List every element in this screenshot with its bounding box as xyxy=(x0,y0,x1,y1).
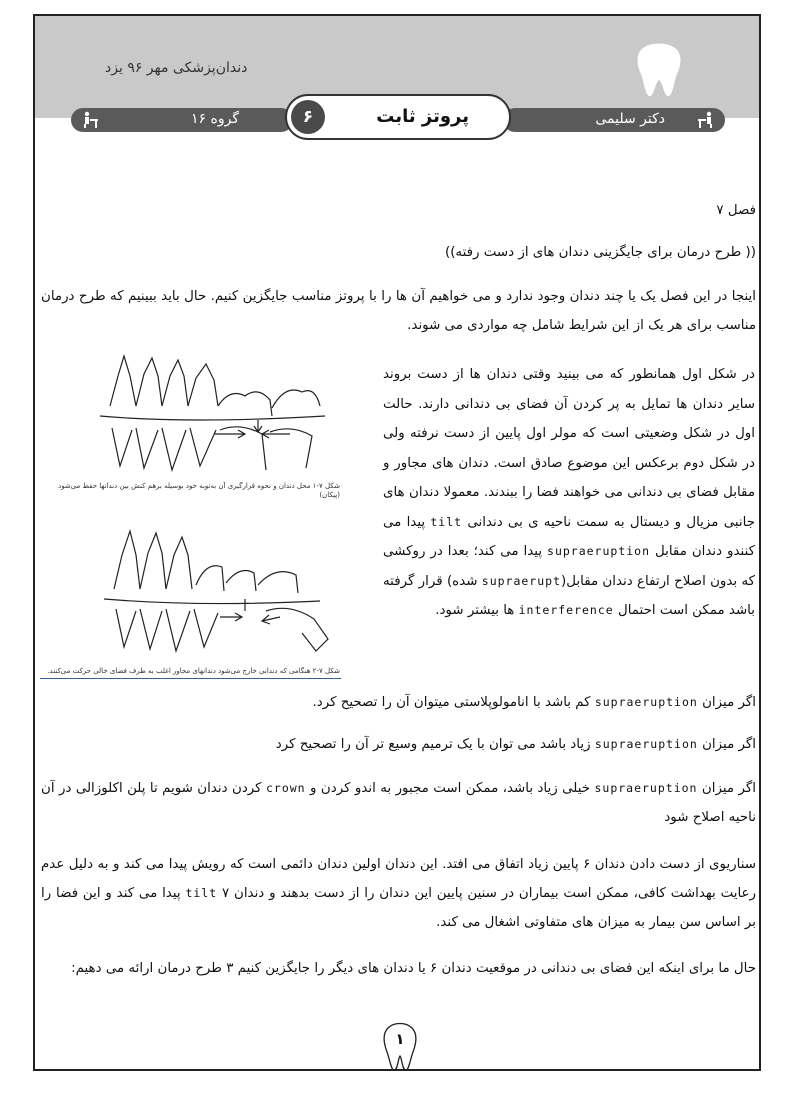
figure-1-caption: شکل ۷-۱ محل دندان و نحوه قرارگیری آن به‌نوبه خود بوسیله برهم کنش بین دندانها حفظ می‌شود (پیکان) xyxy=(58,482,340,499)
paragraph-very-high xyxy=(41,774,756,832)
group-bar xyxy=(71,108,293,132)
wrapped-text-4: شده) قرار گرفته باشد ممکن است احتمال xyxy=(383,573,755,618)
section-heading: (( طرح درمان برای جایگزینی دندان های از دست رفته)) xyxy=(444,245,756,260)
dental-illustration-2 xyxy=(40,521,340,661)
figure-1 xyxy=(40,346,340,500)
page-frame xyxy=(33,14,761,1071)
author-label: دکتر سلیمی xyxy=(595,111,665,127)
dental-illustration-1 xyxy=(40,346,340,476)
group-label: گروه ۱۶ xyxy=(191,111,239,127)
wrapped-text-2: پیدا می کنندو دندان مقابل xyxy=(383,514,755,559)
author-bar xyxy=(503,108,725,132)
wrapped-paragraph xyxy=(383,360,755,626)
page-number: ۱ xyxy=(395,1030,405,1048)
term-tilt-2: tilt xyxy=(185,886,218,900)
term-supraerupt: supraerupt xyxy=(481,573,562,588)
person-desk-icon xyxy=(81,111,99,129)
chapter-number-badge: ۶ xyxy=(291,100,325,134)
paragraph-vhigh-a: اگر میزان xyxy=(701,781,756,796)
scenario-paragraph xyxy=(41,850,756,937)
paragraph-low-a: اگر میزان xyxy=(702,695,756,710)
paragraph-vhigh-c: کردن دندان شویم تا پلن اکلوزالی در آن ناحیه اصلاح شود xyxy=(41,781,756,825)
paragraph-low xyxy=(41,688,756,717)
term-interference: interference xyxy=(518,603,614,617)
term-supraeruption-2: supraeruption xyxy=(594,737,698,751)
chapter-label: فصل ۷ xyxy=(716,203,756,218)
paragraph-low-b: کم باشد با انامولوپلاستی میتوان آن را تصحیح کرد. xyxy=(312,695,591,710)
wrapped-text-3: پیدا می کند؛ بعدا در روکشی که بدون اصلاح ارتفاع دندان مقابل( xyxy=(383,544,755,589)
scenario-a: سناریوی از دست دادن دندان ۶ پایین زیاد اتفاق می افتد. این دندان اولین دندان دائمی است که رویش پیدا می کند و به دلیل عدم رعایت بهداشت کافی، ممکن است بیماران در سنین پایین این دندان را از دست بدهند و دندان ۷ xyxy=(41,857,756,901)
figure-divider xyxy=(40,678,341,679)
paragraph-vhigh-b: خیلی زیاد باشد، ممکن است مجبور به اندو کردن و xyxy=(310,781,591,796)
page-title: پروتز ثابت xyxy=(376,106,469,127)
figure-2-caption: شکل ۷-۲ هنگامی که دندانی خارج می‌شود دندانهای مجاور اغلب به طرف فضای خالی حرکت می‌کنند. xyxy=(47,667,340,675)
title-box xyxy=(285,94,511,140)
paragraph-high-a: اگر میزان xyxy=(702,737,756,752)
paragraph-high-b: زیاد باشد می توان با یک ترمیم وسیع تر آن را تصحیح کرد xyxy=(275,737,591,752)
person-desk-icon xyxy=(697,111,715,129)
figure-2 xyxy=(40,521,340,676)
paragraph-high xyxy=(41,730,756,759)
term-supraeruption-1: supraeruption xyxy=(594,695,698,709)
tooth-logo-icon xyxy=(633,42,685,98)
term-supraeruption: supraeruption xyxy=(547,544,651,558)
term-supraeruption-3: supraeruption xyxy=(594,781,698,795)
term-tilt: tilt xyxy=(430,514,463,529)
intro-paragraph: اینجا در این فصل یک یا چند دندان وجود ندارد و می خواهیم آن ها را با پروتز مناسب جایگزین کنیم. حال باید ببینیم که طرح درمان مناسب برای هر یک از این شرایط شامل چه مواردی می شوند. xyxy=(41,289,756,333)
closing-paragraph: حال ما برای اینکه این فضای بی دندانی در موقعیت دندان ۶ یا دندان های دیگر را جایگزین کنیم ۳ طرح درمان ارائه می دهیم: xyxy=(71,961,756,976)
term-crown: crown xyxy=(265,781,306,795)
wrapped-text-5: ها بیشتر شود. xyxy=(435,603,515,618)
wrapped-text-1: در شکل اول همانطور که می بینید وقتی دندان ها از دست بروند سایر دندان ها تمایل به پر کردن آن فضای بی دندانی دارند. حالت اول در شکل وضعیتی است که مولر اول پایین از دست نرفته ولی در شکل دوم برعکس این موضوع صادق است. دندان های مجاور و مقابل فضای بی دندانی می خواهند فضا را ببندند. معمولا دندان های جانبی مزیال و دیستال به سمت ناحیه ی بی دندانی xyxy=(383,367,755,530)
scenario-b: پیدا می کند و این فضا را بر اساس سن بیمار به میزان های متفاوتی اشغال می کند. xyxy=(41,886,756,930)
header-subtitle: دندان‌پزشکی مهر ۹۶ یزد xyxy=(105,60,248,76)
